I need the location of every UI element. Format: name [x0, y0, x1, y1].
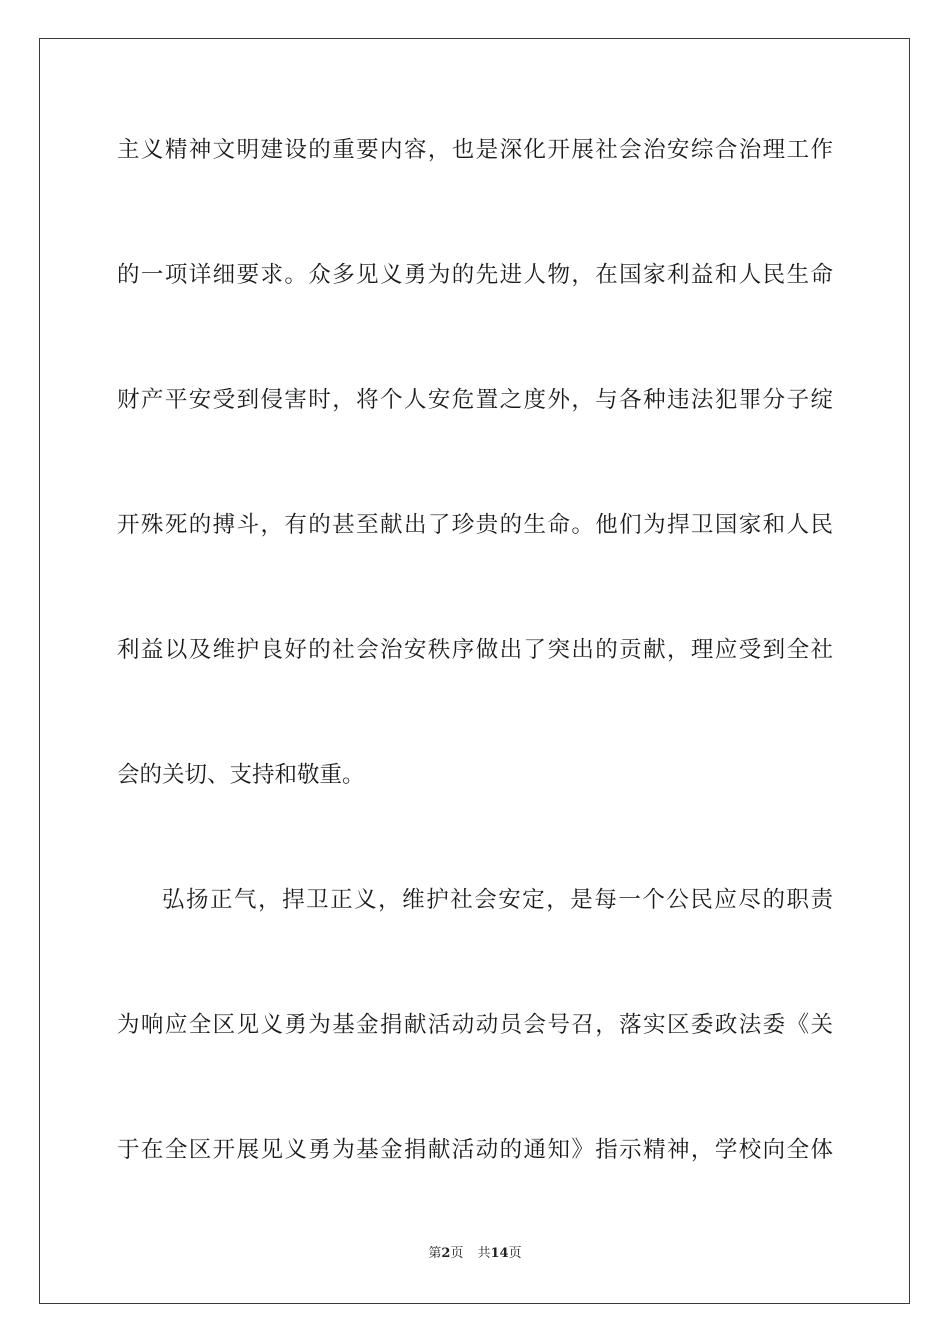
page-current-number: 2: [441, 1246, 451, 1261]
total-suffix: 页: [508, 1246, 522, 1261]
body-text-line: 会的关切、支持和敬重。: [117, 762, 365, 788]
page-prefix: 第: [428, 1246, 442, 1261]
page-total-number: 14: [490, 1246, 509, 1261]
body-text-line: 利益以及维护良好的社会治安秩序做出了突出的贡献，理应受到全社: [117, 637, 833, 663]
body-text-line: 财产平安受到侵害时，将个人安危置之度外，与各种违法犯罪分子绽: [117, 387, 833, 413]
body-text-line: 开殊死的搏斗，有的甚至献出了珍贵的生命。他们为捍卫国家和人民: [117, 512, 833, 538]
body-text-line: 的一项详细要求。众多见义勇为的先进人物，在国家利益和人民生命: [117, 262, 833, 288]
paragraph-first-line: 弘扬正气，捍卫正义，维护社会安定，是每一个公民应尽的职责: [162, 887, 833, 913]
body-text-line: 于在全区开展见义勇为基金捐献活动的通知》指示精神，学校向全体: [117, 1137, 833, 1163]
body-text-line: 为响应全区见义勇为基金捐献活动动员会号召，落实区委政法委《关: [117, 1012, 833, 1038]
total-prefix: 共: [477, 1246, 491, 1261]
page-border: [39, 38, 910, 1304]
body-text-line: 主义精神文明建设的重要内容，也是深化开展社会治安综合治理工作: [117, 137, 833, 163]
page-footer: [0, 1245, 950, 1263]
page-suffix: 页: [450, 1246, 464, 1261]
